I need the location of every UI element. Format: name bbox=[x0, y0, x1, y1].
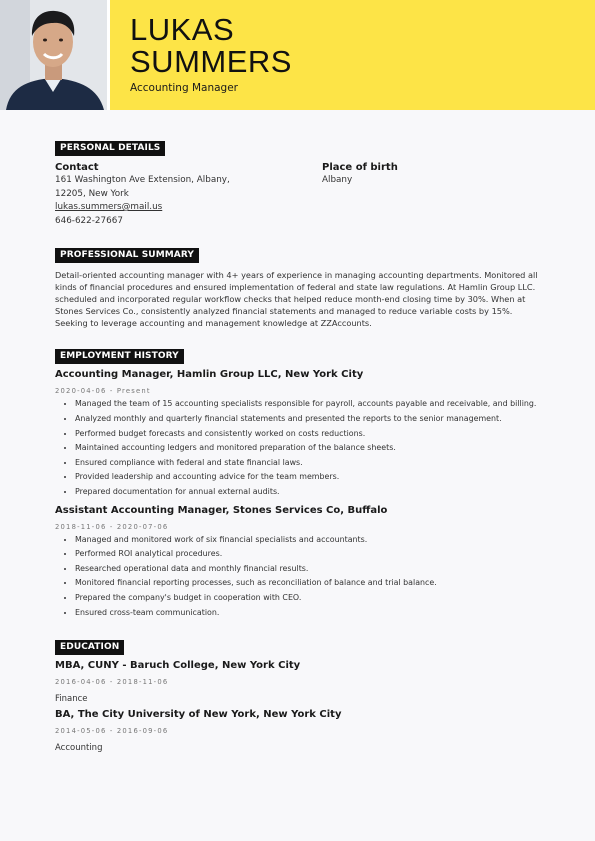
resume-body bbox=[55, 135, 545, 753]
job-title-line: Assistant Accounting Manager, Stones Services Co, Buffalo bbox=[55, 504, 388, 516]
list-item: • Performed ROI analytical procedures. bbox=[75, 547, 545, 562]
job-dates: 2018-11-06 - 2020-07-06 bbox=[55, 522, 169, 531]
education-field: Accounting bbox=[55, 743, 103, 754]
first-name: LUKAS bbox=[130, 12, 235, 47]
list-item: • Ensured cross-team communication. bbox=[75, 606, 545, 621]
resume-header bbox=[0, 0, 595, 110]
job-title: Accounting Manager bbox=[130, 82, 238, 94]
education-dates: 2016-04-06 - 2018-11-06 bbox=[55, 678, 169, 687]
degree-line: MBA, CUNY - Baruch College, New York City bbox=[55, 660, 301, 672]
phone-number: 646-622-27667 bbox=[55, 215, 123, 226]
job-entry bbox=[55, 369, 545, 499]
education-entry bbox=[55, 660, 545, 704]
list-item: • Maintained accounting ledgers and monitored preparation of the balance sheets. bbox=[75, 441, 545, 456]
personal-details-grid bbox=[55, 162, 545, 228]
education-dates: 2014-05-06 - 2016-09-06 bbox=[55, 727, 169, 736]
list-item: • Provided leadership and accounting advice for the team members. bbox=[75, 470, 545, 485]
summary-text: Detail-oriented accounting manager with 4+ years of experience in managing accounting departments. Monitored all kinds of financial procedures and ensured implementation of federal and state law regulations. At Hamlin Group LLC. scheduled and incorporated regular workflow checks that helped reduce month-end closing time by 30%. When at Stones Services Co., consistently analyzed financial statements and managed to reduce variable costs by 15%. Seeking to leverage accounting and management knowledge at ZZAccounts. bbox=[55, 270, 538, 329]
list-item: • Ensured compliance with federal and state financial laws. bbox=[75, 456, 545, 471]
list-item: • Monitored financial reporting processes, such as reconciliation of balance and trial balance. bbox=[75, 576, 545, 591]
job-title-line: Accounting Manager, Hamlin Group LLC, New York City bbox=[55, 369, 364, 381]
employment-heading: EMPLOYMENT HISTORY bbox=[55, 349, 184, 364]
job-dates: 2020-04-06 - Present bbox=[55, 387, 151, 396]
job-entry bbox=[55, 505, 545, 621]
list-item: • Researched operational data and monthly financial results. bbox=[75, 562, 545, 577]
education-section bbox=[55, 634, 545, 753]
contact-label: Contact bbox=[55, 162, 99, 173]
summary-heading: PROFESSIONAL SUMMARY bbox=[55, 248, 199, 263]
personal-details-heading: PERSONAL DETAILS bbox=[55, 141, 165, 156]
education-heading: EDUCATION bbox=[55, 640, 124, 655]
summary-section bbox=[55, 242, 545, 329]
profile-photo-image bbox=[0, 0, 107, 110]
list-item: • Managed and monitored work of six financial specialists and accountants. bbox=[75, 533, 545, 548]
profile-photo bbox=[0, 0, 107, 110]
education-field: Finance bbox=[55, 694, 88, 705]
list-item: • Analyzed monthly and quarterly financial statements and presented the reports to the senior management. bbox=[75, 412, 545, 427]
list-item: • Prepared documentation for annual external audits. bbox=[75, 485, 545, 500]
job-bullets bbox=[55, 533, 545, 621]
list-item: • Prepared the company's budget in cooperation with CEO. bbox=[75, 591, 545, 606]
personal-details-section bbox=[55, 135, 545, 228]
employment-section bbox=[55, 343, 545, 620]
birth-label: Place of birth bbox=[322, 162, 398, 173]
education-entry bbox=[55, 709, 545, 753]
name-banner bbox=[110, 0, 595, 110]
candidate-name bbox=[130, 14, 292, 78]
job-bullets bbox=[55, 397, 545, 499]
email-link[interactable]: lukas.summers@mail.us bbox=[55, 202, 163, 212]
contact-column bbox=[55, 162, 322, 228]
list-item: • Performed budget forecasts and consistently worked on costs reductions. bbox=[75, 427, 545, 442]
degree-line: BA, The City University of New York, New York City bbox=[55, 709, 342, 721]
address-line-2: 12205, New York bbox=[55, 188, 129, 199]
birth-column bbox=[322, 162, 542, 228]
last-name: SUMMERS bbox=[130, 44, 292, 79]
birth-value: Albany bbox=[322, 175, 353, 185]
list-item: • Managed the team of 15 accounting specialists responsible for payroll, accounts payable and receivable, and billing. bbox=[75, 397, 545, 412]
address-line-1: 161 Washington Ave Extension, Albany, bbox=[55, 175, 230, 185]
